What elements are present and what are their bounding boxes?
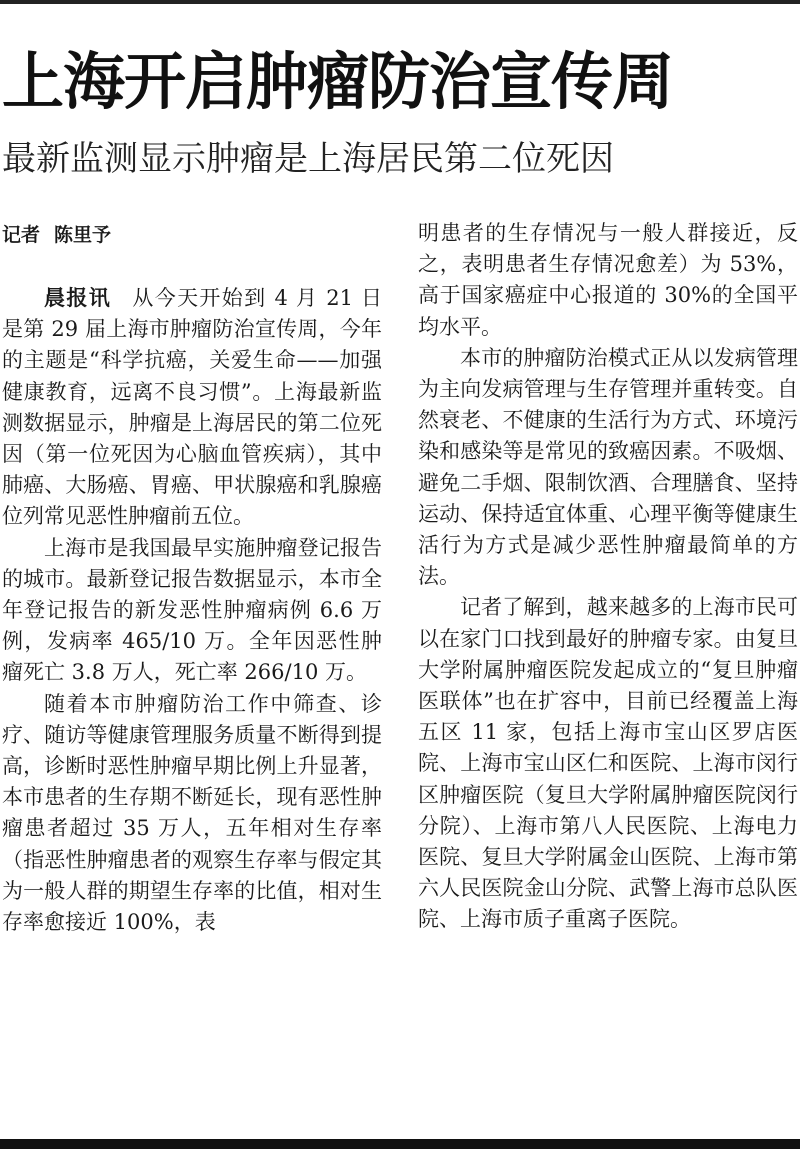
dateline: 晨报讯 bbox=[44, 286, 112, 310]
left-column bbox=[2, 220, 382, 938]
bottom-rule bbox=[0, 1139, 800, 1149]
subheadline: 最新监测显示肿瘤是上海居民第二位死因 bbox=[2, 139, 614, 179]
paragraph-1 bbox=[2, 283, 382, 533]
paragraph-1-text: 从今天开始到 4 月 21 日是第 29 届上海市肿瘤防治宣传周，今年的主题是“科学抗癌，关爱生命——加强健康教育，远离不良习惯”。上海最新监测数据显示，肿瘤是上海居民的第二位死因（第一位死因为心脑血管疾病），其中肺癌、大肠癌、胃癌、甲状腺癌和乳腺癌位列常见恶性肿瘤前五位。 bbox=[2, 286, 382, 529]
byline bbox=[2, 220, 382, 251]
byline-name: 陈里予 bbox=[54, 224, 112, 246]
paragraph-2: 上海市是我国最早实施肿瘤登记报告的城市。最新登记报告数据显示，本市全年登记报告的新发恶性肿瘤病例 6.6 万例，发病率 465/10 万。全年因恶性肿瘤死亡 3.8 万人，死亡率 266/10 万。 bbox=[2, 535, 382, 685]
headline: 上海开启肿瘤防治宣传周 bbox=[2, 45, 674, 118]
paragraph-4: 本市的肿瘤防治模式正从以发病管理为主向发病管理与生存管理并重转变。自然衰老、不健康的生活行为方式、环境污染和感染等是常见的致癌因素。不吸烟、避免二手烟、限制饮酒、合理膳食、坚持运动、保持适宜体重、心理平衡等健康生活行为方式是减少恶性肿瘤最简单的方法。 bbox=[418, 345, 798, 589]
right-column bbox=[418, 218, 798, 936]
paragraph-3: 随着本市肿瘤防治工作中筛查、诊疗、随访等健康管理服务质量不断得到提高，诊断时恶性肿瘤早期比例上升显著，本市患者的生存期不断延长，现有恶性肿瘤患者超过 35 万人，五年相对生存率（指恶性肿瘤患者的观察生存率与假定其为一般人群的期望生存率的比值，相对生存率愈接近 100%，表 bbox=[2, 691, 382, 935]
paragraph-5: 记者了解到，越来越多的上海市民可以在家门口找到最好的肿瘤专家。由复旦大学附属肿瘤医院发起成立的“复旦肿瘤医联体”也在扩容中，目前已经覆盖上海五区 11 家，包括上海市宝山区罗店医院、上海市宝山区仁和医院、上海市闵行区肿瘤医院（复旦大学附属肿瘤医院闵行分院）、上海市第八人民医院、上海电力医院、复旦大学附属金山医院、上海市第六人民医院金山分院、武警上海市总队医院、上海市质子重离子医院。 bbox=[418, 595, 798, 932]
byline-role: 记者 bbox=[2, 224, 41, 246]
paragraph-3-continued: 明患者的生存情况与一般人群接近，反之，表明患者生存情况愈差）为 53%，高于国家癌症中心报道的 30%的全国平均水平。 bbox=[418, 221, 798, 339]
top-rule bbox=[0, 0, 800, 4]
